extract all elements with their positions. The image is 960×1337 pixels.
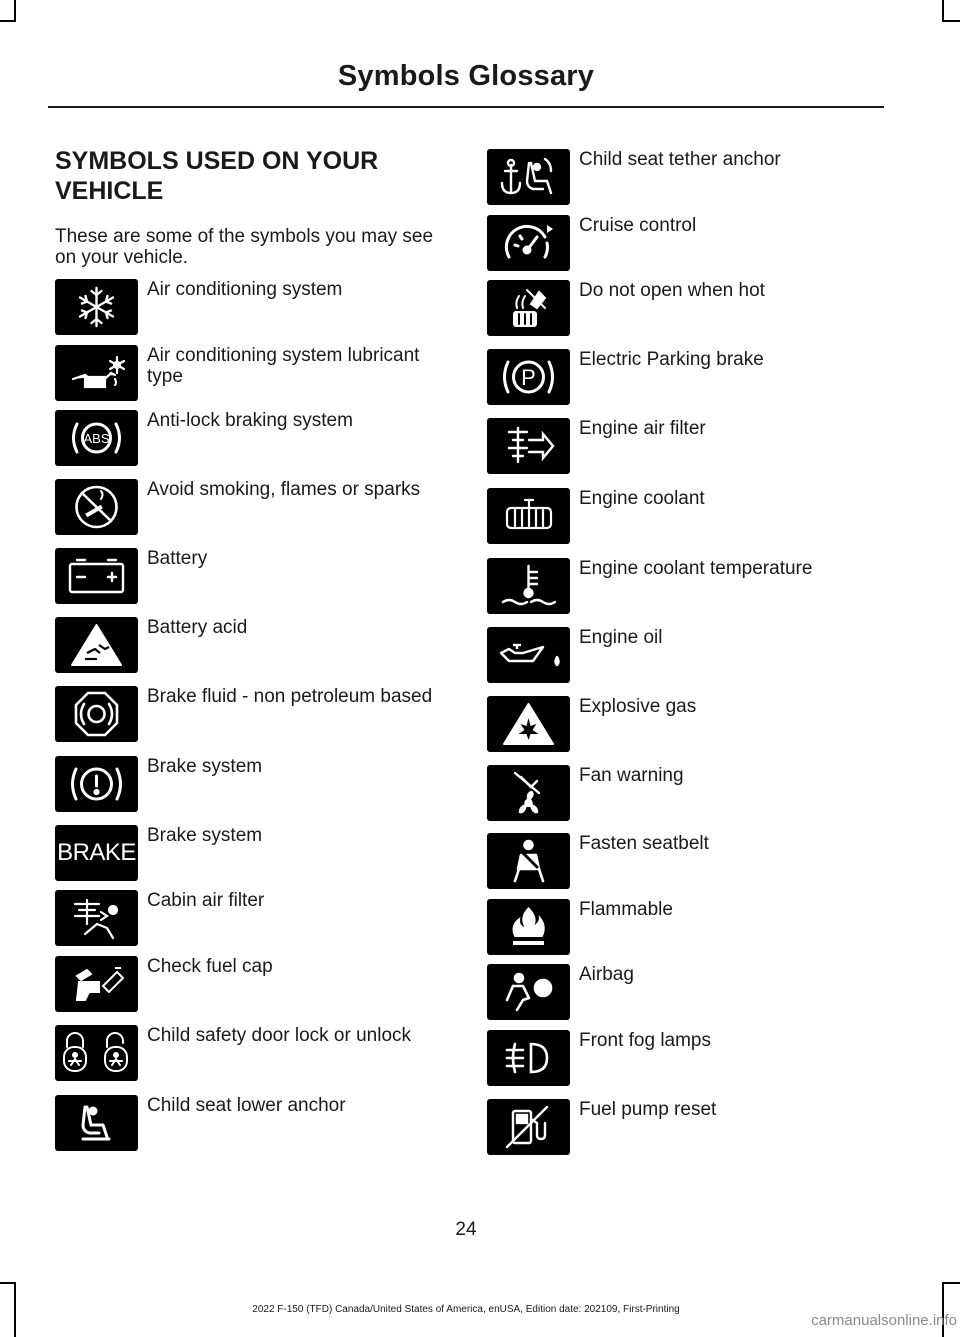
crop-mark-top-left-h <box>0 20 16 22</box>
watermark: carmanualsonline.info <box>811 1312 957 1329</box>
ac-lubricant-icon <box>55 345 138 401</box>
brake-text-icon <box>55 825 138 881</box>
symbol-label: Engine coolant <box>579 488 705 509</box>
crop-mark-top-left-v <box>14 0 16 22</box>
symbol-label: Do not open when hot <box>579 280 765 301</box>
symbol-item <box>55 956 455 1012</box>
symbol-item <box>55 548 455 604</box>
symbol-item <box>487 1030 887 1086</box>
symbol-label: Child safety door lock or unlock <box>147 1025 412 1046</box>
symbol-label: Air conditioning system <box>147 279 343 300</box>
crop-mark-top-right-v <box>942 0 944 22</box>
symbol-item <box>55 617 455 673</box>
cruise-control-icon <box>487 215 570 271</box>
crop-mark-bottom-right-h <box>942 1282 960 1284</box>
child-lock-icon <box>55 1025 138 1081</box>
symbol-label: Engine air filter <box>579 418 706 439</box>
symbol-label: Brake system <box>147 825 263 846</box>
child-seat-anchor-icon <box>55 1095 138 1151</box>
symbol-label: Fasten seatbelt <box>579 833 709 854</box>
symbol-label: Fuel pump reset <box>579 1099 717 1120</box>
engine-coolant-icon <box>487 488 570 544</box>
snowflake-icon <box>55 279 138 335</box>
symbol-label: Child seat lower anchor <box>147 1095 346 1116</box>
flammable-icon <box>487 899 570 955</box>
symbol-item <box>55 686 455 742</box>
symbol-item <box>487 215 887 271</box>
symbol-item <box>487 899 887 955</box>
coolant-temperature-icon <box>487 558 570 614</box>
symbol-item <box>487 418 887 474</box>
symbol-item <box>487 964 887 1020</box>
abs-text: ABS <box>83 431 110 446</box>
symbol-label: Battery <box>147 548 208 569</box>
cabin-air-filter-icon <box>55 890 138 946</box>
symbol-item <box>487 558 887 614</box>
header-rule <box>48 106 884 108</box>
symbol-item <box>487 627 887 683</box>
symbol-item <box>55 756 455 812</box>
engine-oil-icon <box>487 627 570 683</box>
symbol-label: Engine oil <box>579 627 663 648</box>
brake-warning-icon <box>55 756 138 812</box>
symbol-item <box>487 349 887 405</box>
symbol-item <box>487 696 887 752</box>
battery-icon <box>55 548 138 604</box>
crop-mark-bottom-left-h <box>0 1282 16 1284</box>
fog-lamp-icon <box>487 1030 570 1086</box>
symbol-label: Fan warning <box>579 765 684 786</box>
symbol-label: Electric Parking brake <box>579 349 764 370</box>
brake-word: BRAKE <box>57 839 136 866</box>
symbol-item <box>487 765 887 821</box>
page-header-title: Symbols Glossary <box>337 60 595 92</box>
symbol-label: Brake fluid - non petroleum based <box>147 686 433 707</box>
symbol-item <box>55 279 455 335</box>
symbol-label: Child seat tether anchor <box>579 149 781 170</box>
symbol-item <box>55 1095 455 1151</box>
symbol-label: Check fuel cap <box>147 956 273 977</box>
edition-footer: 2022 F-150 (TFD) Canada/United States of America, enUSA, Edition date: 202109, First-Printing <box>252 1304 680 1315</box>
symbol-label: Cruise control <box>579 215 697 236</box>
symbol-item <box>55 890 455 946</box>
parking-brake-icon <box>487 349 570 405</box>
symbol-item <box>55 345 455 401</box>
do-not-open-hot-icon <box>487 280 570 336</box>
parking-p-text: P <box>521 365 536 390</box>
symbol-item <box>55 825 455 881</box>
battery-acid-icon <box>55 617 138 673</box>
symbol-label: Air conditioning system lubricant type <box>147 345 420 387</box>
fuel-pump-reset-icon <box>487 1099 570 1155</box>
tether-anchor-icon <box>487 149 570 205</box>
symbol-item <box>487 833 887 889</box>
symbol-label: Avoid smoking, flames or sparks <box>147 479 421 500</box>
symbol-label: Battery acid <box>147 617 248 638</box>
no-smoking-icon <box>55 479 138 535</box>
fan-warning-icon <box>487 765 570 821</box>
section-heading: SYMBOLS USED ON YOUR VEHICLE <box>55 147 379 205</box>
symbol-item <box>55 479 455 535</box>
fuel-cap-icon <box>55 956 138 1012</box>
symbol-label: Brake system <box>147 756 263 777</box>
symbol-item <box>487 149 887 205</box>
symbol-label: Anti-lock braking system <box>147 410 353 431</box>
symbol-item <box>487 488 887 544</box>
symbol-item <box>487 280 887 336</box>
symbol-label: Front fog lamps <box>579 1030 711 1051</box>
page-number: 24 <box>455 1219 477 1240</box>
brake-fluid-icon <box>55 686 138 742</box>
intro-text: These are some of the symbols you may see on your vehicle. <box>55 226 434 268</box>
symbol-label: Cabin air filter <box>147 890 265 911</box>
engine-air-filter-icon <box>487 418 570 474</box>
symbol-item <box>487 1099 887 1155</box>
symbol-label: Flammable <box>579 899 673 920</box>
abs-icon <box>55 410 138 466</box>
symbol-label: Airbag <box>579 964 634 985</box>
symbol-label: Explosive gas <box>579 696 697 717</box>
symbol-item <box>55 410 455 466</box>
symbol-item <box>55 1025 455 1081</box>
symbol-label: Engine coolant temperature <box>579 558 813 579</box>
airbag-icon <box>487 964 570 1020</box>
seatbelt-icon <box>487 833 570 889</box>
explosive-gas-icon <box>487 696 570 752</box>
crop-mark-top-right-h <box>942 20 960 22</box>
